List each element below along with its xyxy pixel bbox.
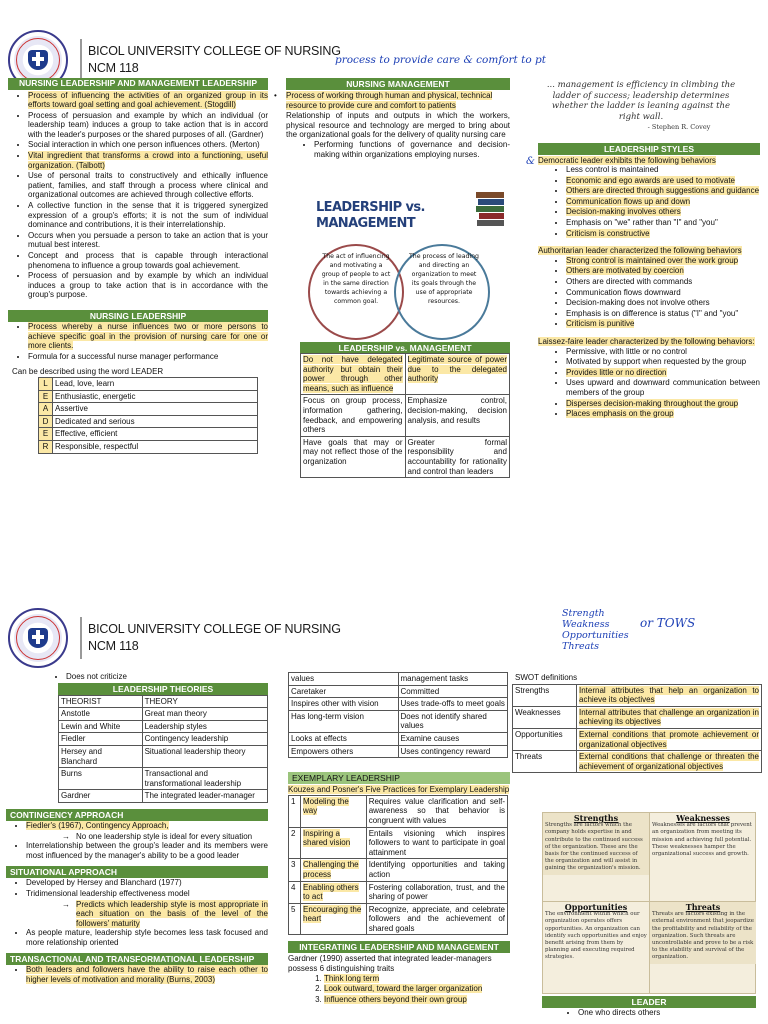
list-item-text: Uses upward and downward communication between members of the group — [566, 378, 760, 397]
handwritten-swot-annotation: Strength Weakness Opportunities Threats — [562, 608, 629, 652]
list-item — [566, 357, 760, 367]
practice-name — [301, 827, 367, 859]
swot-term: Opportunities — [513, 728, 577, 750]
list-item — [566, 186, 760, 196]
lvm-table: Do not have delegated authority but obtain their power through other means, such as influence Legitimate source of power due to the delegated authority Focus on group process, information gathering, feedback, and empowering others Emphasize control, decision-making, decision analysis, and results Have goals that may or may not reflect those of the organization Greater formal responsibility and accountability for rationality and control than leaders — [300, 353, 510, 478]
list-item: • Fiedler's (1967), Contingency Approach, — [26, 821, 268, 831]
handwritten-annotation: process to provide care & comfort to pt — [335, 54, 546, 66]
practice-name-text: Encouraging the heart — [303, 904, 362, 924]
practice-name — [301, 795, 367, 827]
manager-trait-cell: Does not identify shared values — [398, 710, 508, 732]
leader-trait-cell: Looks at effects — [289, 732, 399, 745]
practice-number: 2 — [289, 827, 301, 859]
list-item — [324, 984, 510, 994]
opportunities-label: Opportunities — [564, 902, 628, 912]
list-item: • Formula for a successful nurse manager performance — [28, 352, 268, 362]
list-item: • Both leaders and followers have the ability to raise each other to higher levels of motivation and morality (Burns, 2003) — [26, 965, 268, 984]
manager-trait-cell: Committed — [398, 685, 508, 698]
leader-row — [39, 440, 258, 453]
list-item — [324, 995, 510, 1005]
leader-meaning: Effective, efficient — [53, 428, 258, 441]
table-row — [289, 732, 508, 745]
practice-description: Requires value clarification and self-awareness so that behavior is congruent with values — [366, 795, 507, 827]
list-item-text: Permissive, with little or no control — [566, 346, 687, 356]
leader-meaning: Responsible, respectful — [53, 440, 258, 453]
integrating-traits-list — [288, 974, 510, 1005]
table-row — [59, 790, 268, 803]
swot-title: SWOT definitions — [515, 673, 578, 682]
theorist-cell: Gardner — [59, 790, 143, 803]
leadership-definition: The act of influencing and motivating a group of people to act in the same direction towards achieving a common goal. — [321, 253, 391, 305]
table-row — [513, 751, 762, 773]
swot-definition-text: External conditions that promote achievement or organizational objectives — [579, 729, 759, 749]
table-row — [289, 745, 508, 758]
list-item: • A collective function in the sense that it is triggered synergized expression of a group's efforts; it is not the sum of individual dominance and contributions, it is their interrelationship. — [28, 201, 268, 230]
list-item: • Process of persuasion and example by which an individual (or leadership team) induces a group to take action that is in accord with the leader's purposes or the shared purposes of all. (Gardner) — [28, 111, 268, 140]
list-item: • Process of influencing the activities of an organized group in its efforts toward goal setting and goal achievement. (Stogdill) — [28, 91, 268, 110]
practice-name-text: Modeling the way — [303, 796, 349, 816]
leader-acronym-table — [38, 377, 258, 454]
theorist-cell: Burns — [59, 768, 143, 790]
theory-cell: Situational leadership theory — [142, 745, 267, 767]
list-item — [566, 218, 760, 228]
swot-definition — [577, 684, 762, 706]
list-item — [566, 256, 760, 266]
list-item-text: Decision-making involves others — [566, 207, 681, 217]
leader-list — [542, 1008, 756, 1019]
swot-term: Threats — [513, 751, 577, 773]
list-item: • Social interaction in which one person influences others. (Merton) — [28, 140, 268, 150]
table-row — [513, 684, 762, 706]
management-definition: The process of leading and directing an organization to meet its goals through the use of appropriate resources. — [409, 253, 479, 305]
strengths-text: Strengths are factors which the company holds expertise in and contribute to the continued success of the organization. These are the basis for the continued success of the organization and will assist in gaining the organization's mission. — [545, 822, 643, 872]
list-item: • Interrelationship between the group's leader and its members were most influenced by the manager's ability to be a good leader — [26, 841, 268, 860]
leader-intro: Can be described using the word LEADER — [12, 367, 164, 377]
list-item-text: Provides little or no direction — [566, 367, 667, 377]
leader-letter: E — [39, 428, 53, 441]
weaknesses-label: Weaknesses — [676, 813, 730, 823]
lvm-graphic-title: LEADERSHIP vs. MANAGEMENT — [316, 200, 425, 231]
table-row — [289, 827, 508, 859]
list-item: • Use of personal traits to constructively and ethically influence patient, families, and staff through a process where clinical and organizational outcomes are achieved through collective efforts. — [28, 171, 268, 200]
theory-cell: Contingency leadership — [142, 733, 267, 746]
theory-cell: Leadership styles — [142, 720, 267, 733]
section-title-nursing-leadership: NURSING LEADERSHIP — [8, 310, 268, 322]
list-item-text: Think long term — [324, 973, 380, 983]
leader-row — [39, 403, 258, 416]
theory-cell: Great man theory — [142, 708, 267, 721]
table-row — [289, 859, 508, 881]
leader-meaning: Assertive — [53, 403, 258, 416]
university-seal-logo — [8, 608, 68, 668]
weaknesses-text: Weaknesses are factors that prevent an organization from meeting its mission and achieving full potential. These weaknesses hamper the organizational success and growth. — [652, 822, 752, 858]
list-item-text: Criticism is constructive — [566, 228, 650, 238]
swot-column — [512, 672, 762, 1017]
list-item-text: Influence others beyond their own group — [324, 994, 467, 1004]
list-item-text: Decision-making does not involve others — [566, 298, 710, 308]
notes-page-2 — [0, 520, 768, 1020]
practice-description: Entails visioning which inspires followers to want to participate in goal attainment — [366, 827, 507, 859]
list-item — [566, 165, 760, 175]
list-item — [566, 347, 760, 357]
leader-row — [39, 390, 258, 403]
course-code: NCM 118 — [88, 61, 139, 75]
college-name: BICOL UNIVERSITY COLLEGE OF NURSING — [88, 622, 341, 636]
section-title-theories: LEADERSHIP THEORIES — [58, 683, 268, 695]
table-row — [59, 768, 268, 790]
leader-trait-cell: Empowers others — [289, 745, 399, 758]
list-item-text: Communication flows downward — [566, 287, 681, 297]
table-row — [289, 903, 508, 935]
list-item: • As people mature, leadership style becomes less task focused and more relationship oriented — [26, 928, 268, 947]
practice-description: Identifying opportunities and taking action — [366, 859, 507, 881]
threats-label: Threats — [685, 902, 721, 912]
leader-meaning: Enthusiastic, energetic — [53, 390, 258, 403]
five-practices-table — [288, 795, 508, 936]
theories-table: THEORIST THEORY Anstotle Great man theory Lewin and White Leadership styles Fiedler Contingency leadership Hersey and Blanchard Situational leadership theory Burns Transactional and transformational leadership Gardner The integrated leader-manager — [58, 695, 268, 803]
theorist-cell: Lewin and White — [59, 720, 143, 733]
table-row — [59, 733, 268, 746]
list-item: • Performing functions of governance and decision-making within organizations employing nurses. — [314, 140, 510, 159]
list-item: • Tridimensional leadership effectiveness model — [26, 889, 268, 899]
list-item — [566, 207, 760, 217]
leader-trait-cell: values — [289, 673, 399, 686]
sub-item: → No one leadership style is ideal for every situation — [62, 831, 253, 841]
sub-item: → Predicts which leadership style is most appropriate in each situation on the basis of the level of the followers' maturity — [62, 899, 268, 928]
list-item-text: Economic and ego awards are used to motivate — [566, 175, 735, 185]
list-item — [566, 277, 760, 287]
practice-description: Recognize, appreciate, and celebrate followers and the achievement of shared goals — [366, 903, 507, 935]
list-item: • Does not criticize — [66, 672, 268, 682]
exemplary-intro: Kouzes and Posner's Five Practices for Exemplary Leadership — [288, 785, 510, 795]
notes-page-1 — [0, 0, 768, 500]
swot-definition-text: Internal attributes that help an organization to achieve its objectives — [579, 685, 759, 705]
list-item — [566, 409, 760, 419]
table-row — [59, 720, 268, 733]
laissez-faire-heading: Laissez-faire leader characterized by the following behaviors: — [538, 337, 755, 346]
list-item-text: Others are directed with commands — [566, 277, 693, 287]
list-item-text: Look outward, toward the larger organization — [324, 984, 483, 994]
theory-cell: The integrated leader-manager — [142, 790, 267, 803]
leader-meaning: Dedicated and serious — [53, 415, 258, 428]
leader-trait-cell: Caretaker — [289, 685, 399, 698]
college-name: BICOL UNIVERSITY COLLEGE OF NURSING — [88, 44, 341, 58]
table-row — [513, 706, 762, 728]
table-row — [289, 710, 508, 732]
practice-number: 3 — [289, 859, 301, 881]
practice-number: 4 — [289, 881, 301, 903]
list-item-text: Strong control is maintained over the work group — [566, 255, 739, 265]
practice-description: Fostering collaboration, trust, and the sharing of power — [366, 881, 507, 903]
democratic-heading: & Democratic leader exhibits the following behaviors — [526, 155, 716, 167]
leadership-column — [8, 78, 268, 454]
list-item-text: Emphasis is on difference is status ("I" and "you" — [566, 308, 739, 318]
swot-definition-text: Internal attributes that challenge an organization in achieving its objectives — [579, 707, 759, 727]
list-item — [566, 368, 760, 378]
swot-term: Weaknesses — [513, 706, 577, 728]
list-item-text: Motivated by support when requested by the group — [566, 357, 747, 367]
leader-letter: R — [39, 440, 53, 453]
threats-text: Threats are factors existing in the external environment that jeopardize the profitability and reliability of the organization. Such threats are uncontrollable and prove to be a risk to the stability and survival of the organization. — [652, 911, 754, 961]
management-column: NURSING MANAGEMENT • Process of working through human and physical, technical resource to provide cure and comfort to patients Relationship of inputs and outputs in which the workers, physical resource and technology are merged to bring about the organizational goals for the delivery of quality nursing care • Performing functions of governance and decision-making within organizations employing nurses. LEADERSHIP vs. MANAGEMENT The act of influencing and motivating a group of people to act in the same direction towards achieving a common goal. The process of leading and directing an organization to meet its goals through the use of appropriate resources. LEADERSHIP vs. MANAGEMENT Do not have delegated authority but obtain their power through other means, such as influence Legitimate source of power due to the delegated authority Focus on group process, information gathering, feedback, and empowering others Emphasize control, decision-making, decision analysis, and results Have goals that may or may not reflect those of the organization Greater formal responsibility and accountability for rationality and control than leaders — [286, 78, 510, 160]
list-item-text: Communication flows up and down — [566, 196, 691, 206]
list-item: • Developed by Hersey and Blanchard (1977) — [26, 878, 268, 888]
section-title-transactional: TRANSACTIONAL AND TRANSFORMATIONAL LEADERSHIP — [6, 953, 268, 965]
swot-term: Strengths — [513, 684, 577, 706]
leader-row — [39, 377, 258, 390]
practice-name-text: Challenging the process — [303, 860, 359, 879]
manager-trait-cell: Uses contingency reward — [398, 745, 508, 758]
list-item-text: Others are directed through suggestions and guidance — [566, 186, 760, 196]
practice-name — [301, 881, 367, 903]
management-paragraph: Relationship of inputs and outputs in which the workers, physical resource and technology are merged to bring about the organizational goals for the delivery of quality nursing care — [286, 111, 510, 140]
list-item-text: Places emphasis on the group — [566, 409, 674, 419]
swot-definition — [577, 728, 762, 750]
list-item — [566, 266, 760, 276]
leader-vs-manager-table — [288, 672, 508, 758]
list-item: • Occurs when you persuade a person to take an action that is your mutual best interest. — [28, 231, 268, 250]
swot-definition — [577, 706, 762, 728]
section-title-integrating: INTEGRATING LEADERSHIP AND MANAGEMENT — [288, 941, 510, 953]
practice-number: 5 — [289, 903, 301, 935]
table-row — [513, 728, 762, 750]
list-item — [566, 298, 760, 308]
handwritten-tows-annotation: or TOWS — [640, 616, 696, 630]
manager-trait-cell: Uses trade-offs to meet goals — [398, 698, 508, 711]
management-item: Process of working through human and physical, technical resource to provide cure and comfort to patients — [286, 91, 493, 110]
list-item — [566, 229, 760, 239]
table-row — [59, 745, 268, 767]
swot-graphic — [542, 812, 756, 994]
practice-name — [301, 903, 367, 935]
authoritarian-heading: Authoritarian leader characterized the following behaviors — [538, 246, 742, 256]
list-item: • Process whereby a nurse influences two or more persons to achieve specific goal in the provision of nursing care for one or more clients. — [28, 322, 268, 351]
list-item — [566, 399, 760, 409]
integrating-intro: Gardner (1990) asserted that integrated leader-managers possess 6 distinguishing traits — [288, 954, 492, 974]
page-header — [8, 608, 341, 668]
section-title-management: NURSING MANAGEMENT — [286, 78, 510, 90]
course-code: NCM 118 — [88, 639, 139, 653]
leader-letter: A — [39, 403, 53, 416]
middle-column — [288, 672, 510, 1005]
list-item: • Process of persuasion and by example by which an individual induces a group to take action that is in accordance with the group's purpose. — [28, 271, 268, 300]
section-title-situational: SITUATIONAL APPROACH — [6, 866, 268, 878]
quote-author: - Stephen R. Covey — [647, 123, 711, 131]
practice-name-text: Enabling others to act — [303, 882, 359, 902]
practice-number: 1 — [289, 795, 301, 827]
section-title-leadership: NURSING LEADERSHIP AND MANAGEMENT LEADERSHIP — [8, 78, 268, 90]
laissez-faire-list — [538, 347, 760, 419]
manager-trait-cell: Examine causes — [398, 732, 508, 745]
practice-name-text: Inspiring a shared vision — [303, 828, 351, 848]
list-item-text: Disperses decision-making throughout the group — [566, 398, 739, 408]
styles-column — [526, 80, 760, 420]
list-item-text: Others are motivated by coercion — [566, 266, 684, 276]
table-row — [289, 685, 508, 698]
manager-trait-cell: management tasks — [398, 673, 508, 686]
list-item: • Vital ingredient that transforms a crowd into a functioning, useful organization. (Talbott) — [28, 151, 268, 170]
list-item — [566, 176, 760, 186]
list-item: • Concept and process that is capable through interactional phenomena to influence a group towards goal achievement. — [28, 251, 268, 270]
leader-letter: E — [39, 390, 53, 403]
section-title-contingency: CONTINGENCY APPROACH — [6, 809, 268, 821]
table-row — [289, 795, 508, 827]
leader-row — [39, 415, 258, 428]
covey-quote: ... management is efficiency in climbing the ladder of success; leadership determines whether the ladder is leaning against the right wall. — [546, 80, 736, 122]
section-title-exemplary: EXEMPLARY LEADERSHIP — [288, 772, 510, 784]
list-item — [324, 974, 510, 984]
leader-letter: D — [39, 415, 53, 428]
leader-trait-cell: Inspires other with vision — [289, 698, 399, 711]
strengths-label: Strengths — [573, 813, 619, 823]
list-item — [566, 288, 760, 298]
democratic-list — [538, 165, 760, 238]
opportunities-text: The environment within which our organization operates offers opportunities. An organization can identify such opportunities and enjoy benefit arising from them by planning and executing required strategies. — [545, 911, 647, 961]
list-item: • One who directs others — [578, 1008, 756, 1018]
list-item — [566, 319, 760, 329]
table-row — [59, 708, 268, 721]
leader-row — [39, 428, 258, 441]
leader-meaning: Lead, love, learn — [53, 377, 258, 390]
practice-name — [301, 859, 367, 881]
swot-definition-text: External conditions that challenge or threaten the achievement of organizational objectives — [579, 752, 759, 771]
theories-column — [6, 672, 268, 986]
leader-trait-cell: Has long-term vision — [289, 710, 399, 732]
theory-cell: Transactional and transformational leadership — [142, 768, 267, 790]
list-item — [566, 309, 760, 319]
list-item-text: Emphasis on "we" rather than "I" and "you" — [566, 218, 718, 228]
authoritarian-list — [538, 256, 760, 329]
list-item-text: Less control is maintained — [566, 165, 659, 175]
theorist-cell: Fiedler — [59, 733, 143, 746]
list-item — [566, 197, 760, 207]
leader-letter: L — [39, 377, 53, 390]
list-item-text: Criticism is punitive — [566, 319, 635, 329]
section-title-styles: LEADERSHIP STYLES — [538, 143, 760, 155]
section-title-lvm: LEADERSHIP vs. MANAGEMENT — [300, 342, 510, 354]
section-title-leader: LEADER — [542, 996, 756, 1008]
swot-definition — [577, 751, 762, 773]
swot-table — [512, 684, 762, 774]
theorist-cell: Anstotle — [59, 708, 143, 721]
table-row — [289, 698, 508, 711]
table-row — [289, 881, 508, 903]
table-row — [289, 673, 508, 686]
list-item — [566, 378, 760, 397]
theorist-cell: Hersey and Blanchard — [59, 745, 143, 767]
